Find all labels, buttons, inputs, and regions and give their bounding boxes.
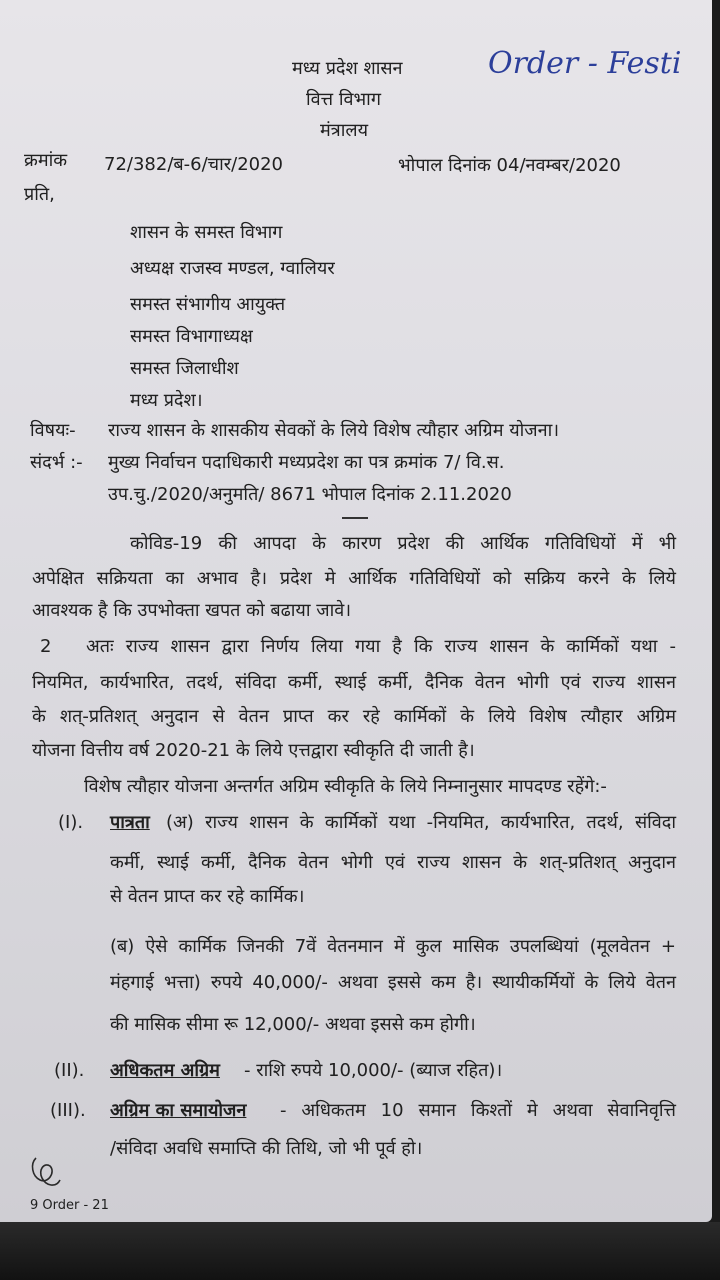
kramank-label: क्रमांक <box>24 150 68 171</box>
para2-line-1: अतः राज्य शासन द्वारा निर्णय लिया गया है कि राज्य शासन के कार्मिकों यथा - <box>86 636 676 657</box>
letter-date: भोपाल दिनांक 04/नवम्बर/2020 <box>398 155 621 176</box>
para1-line-3: आवश्यक है कि उपभोक्ता खपत को बढाया जावे। <box>32 600 352 621</box>
subject-text: राज्य शासन के शासकीय सेवकों के लिये विशेष त्यौहार अग्रिम योजना। <box>108 420 560 441</box>
recipient-5: समस्त जिलाधीश <box>130 358 239 379</box>
kramank-number: 72/382/ब-6/चार/2020 <box>104 154 284 175</box>
recipient-3: समस्त संभागीय आयुक्त <box>130 294 286 315</box>
item3-number: (III). <box>50 1100 86 1121</box>
prati-label: प्रति, <box>24 184 55 205</box>
item3-line-1: - अधिकतम 10 समान किश्तों मे अथवा सेवानिवृत्ति <box>280 1100 676 1121</box>
recipient-2: अध्यक्ष राजस्व मण्डल, ग्वालियर <box>130 258 335 279</box>
item2-number: (II). <box>54 1060 85 1081</box>
item2-text: - राशि रुपये 10,000/- (ब्याज रहित)। <box>244 1060 503 1081</box>
item1-number: (I). <box>58 812 84 833</box>
recipient-4: समस्त विभागाध्यक्ष <box>130 326 253 347</box>
item3-line-2: /संविदा अवधि समाप्ति की तिथि, जो भी पूर्व हो। <box>110 1138 423 1159</box>
header-ministry: मंत्रालय <box>320 120 369 141</box>
header-department: वित्त विभाग <box>306 89 381 110</box>
divider <box>342 517 368 519</box>
item1-b-line-1: (ब) ऐसे कार्मिक जिनकी 7वें वेतनमान में कुल मासिक उपलब्धियां (मूलवेतन + <box>110 936 676 957</box>
reference-line-2: उप.चु./2020/अनुमति/ 8671 भोपाल दिनांक 2.11.2020 <box>108 484 512 505</box>
para2-line-4: योजना वित्तीय वर्ष 2020-21 के लिये एत्तद्वारा स्वीकृति दी जाती है। <box>32 740 475 761</box>
reference-label: संदर्भ :- <box>30 452 83 473</box>
para2-line-3: के शत्-प्रतिशत् अनुदान से वेतन प्राप्त कर रहे कार्मिकों के लिये विशेष त्यौहार अग्रिम <box>32 706 676 727</box>
footer-note: 9 Order - 21 <box>30 1198 109 1213</box>
recipient-1: शासन के समस्त विभाग <box>130 222 283 243</box>
item1-heading: पात्रता <box>110 812 150 833</box>
criteria-intro: विशेष त्यौहार योजना अन्तर्गत अग्रिम स्वीकृति के लिये निम्नानुसार मापदण्ड रहेंगे:- <box>84 776 607 797</box>
item1-b-line-3: की मासिक सीमा रू 12,000/- अथवा इससे कम होगी। <box>110 1014 476 1035</box>
para2-number: 2 <box>40 636 52 657</box>
item1-line-3: से वेतन प्राप्त कर रहे कार्मिक। <box>110 886 305 907</box>
table-surface <box>0 1222 720 1280</box>
item1-line-2: कर्मी, स्थाई कर्मी, दैनिक वेतन भोगी एवं राज्य शासन के शत्-प्रतिशत् अनुदान <box>110 852 676 873</box>
reference-line-1: मुख्य निर्वाचन पदाधिकारी मध्यप्रदेश का पत्र क्रमांक 7/ वि.स. <box>108 452 505 473</box>
item1-line-1: (अ) राज्य शासन के कार्मिकों यथा -नियमित, कार्यभारित, तदर्थ, संविदा <box>166 812 676 833</box>
item3-heading: अग्रिम का समायोजन <box>110 1100 247 1121</box>
header-govt: मध्य प्रदेश शासन <box>292 58 403 79</box>
recipient-6: मध्य प्रदेश। <box>130 390 203 411</box>
handwritten-note: Order - Festi <box>488 46 682 81</box>
initials-mark-icon <box>26 1150 66 1192</box>
subject-label: विषयः- <box>30 420 76 441</box>
para2-line-2: नियमित, कार्यभारित, तदर्थ, संविदा कर्मी, स्थाई कर्मी, दैनिक वेतन भोगी एवं राज्य शासन <box>32 672 676 693</box>
item1-b-line-2: मंहगाई भत्ता) रुपये 40,000/- अथवा इससे कम है। स्थायीकर्मियों के लिये वेतन <box>110 972 676 993</box>
para1-line-1: कोविड-19 की आपदा के कारण प्रदेश की आर्थिक गतिविधियों में भी <box>130 533 676 554</box>
item2-heading: अधिकतम अग्रिम <box>110 1060 220 1081</box>
para1-line-2: अपेक्षित सक्रियता का अभाव है। प्रदेश मे आर्थिक गतिविधियों को सक्रिय करने के लिये <box>32 568 676 589</box>
